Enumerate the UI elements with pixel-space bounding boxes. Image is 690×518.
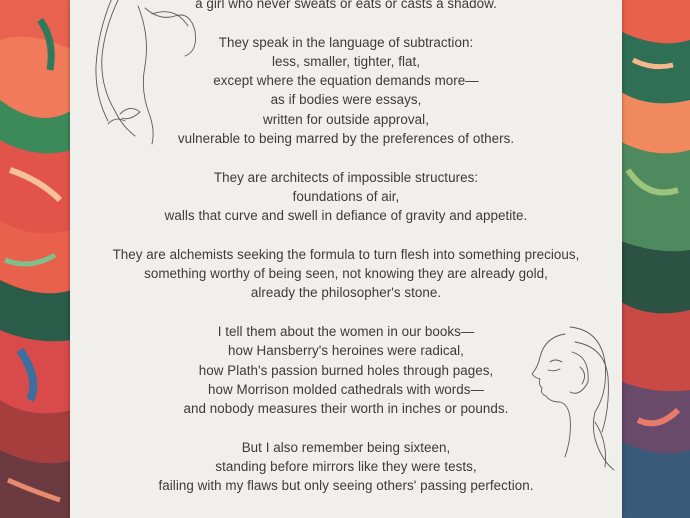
poem-line: less, smaller, tighter, flat, — [271, 53, 421, 69]
poem-line: written for outside approval, — [263, 111, 429, 127]
poem-line: how Plath's passion burned holes through pages, — [198, 362, 494, 378]
poem-line: foundations of air, — [292, 188, 400, 204]
poem-line: how Morrison molded cathedrals with words— — [208, 381, 484, 397]
poem-line: except where the equation demands more— — [213, 73, 479, 89]
poem-line: They speak in the language of subtraction: — [218, 34, 474, 50]
poem-line: how Hansberry's heroines were radical, — [228, 343, 464, 359]
poem-line: walls that curve and swell in defiance of gravity and appetite. — [164, 208, 528, 224]
poem-line: But I also remember being sixteen, — [241, 439, 451, 455]
poem-stanza-1 — [70, 0, 622, 13]
poem-line: something worthy of being seen, not knowing they are already gold, — [144, 266, 548, 282]
poem-line: They are architects of impossible structures: — [213, 169, 479, 185]
poem-text — [70, 0, 622, 515]
poem-line: vulnerable to being marred by the preferences of others. — [177, 131, 515, 147]
poem-line: a girl who never sweats or eats or casts a shadow. — [195, 0, 497, 11]
poem-stanza-2 — [70, 33, 622, 149]
poem-stanza-5 — [70, 322, 622, 418]
poem-line: standing before mirrors like they were tests, — [215, 459, 477, 475]
painted-background-right — [618, 0, 690, 518]
painted-background-left — [0, 0, 72, 518]
poem-line: failing with my flaws but only seeing others' passing perfection. — [158, 478, 534, 494]
paper-card — [70, 0, 622, 518]
poem-stanza-6 — [70, 438, 622, 496]
poem-stanza-4 — [70, 245, 622, 303]
poem-line: They are alchemists seeking the formula to turn flesh into something precious, — [112, 246, 580, 262]
poem-line: already the philosopher's stone. — [250, 285, 442, 301]
poem-line: and nobody measures their worth in inches or pounds. — [183, 401, 509, 417]
poem-stanza-3 — [70, 168, 622, 226]
poem-line: as if bodies were essays, — [270, 92, 422, 108]
poem-line: I tell them about the women in our books— — [217, 324, 475, 340]
